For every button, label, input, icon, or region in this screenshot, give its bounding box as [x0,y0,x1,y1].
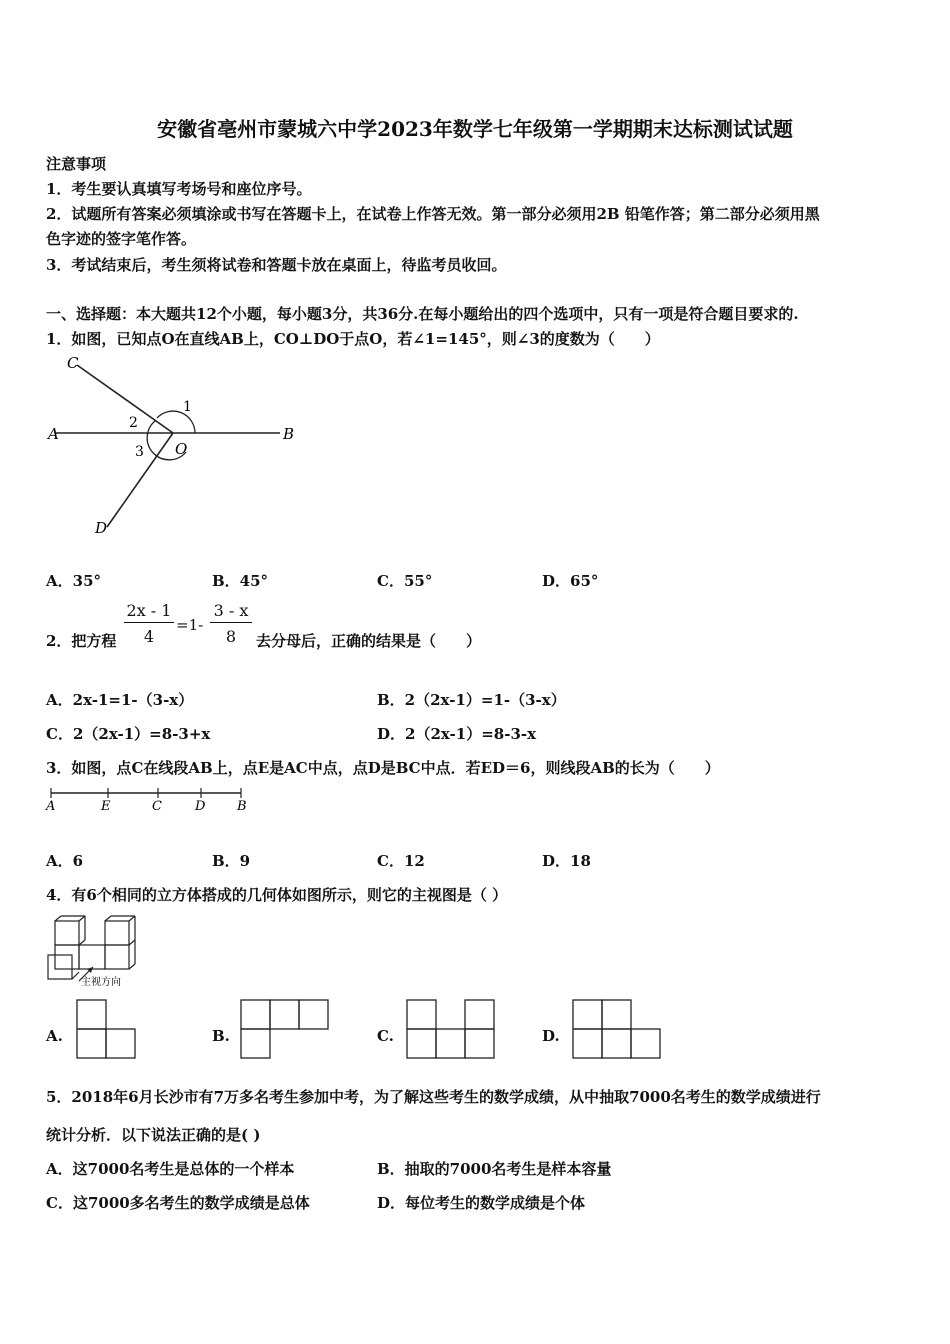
q4-option-d-figure[interactable] [571,998,663,1060]
q4-option-b-label[interactable]: B. [212,1027,230,1045]
q1-option-a[interactable]: A．35° [46,572,102,590]
q1-option-d[interactable]: D．65° [542,572,599,590]
q1-stem: 1．如图，已知点O在直线AB上，CO⊥DO于点O，若∠1=145°，则∠3的度数为（ ） [46,330,660,348]
q2-stem-prefix: 2．把方程 [46,632,117,650]
q5-stem: 5．2018年6月长沙市有7万多名考生参加中考，为了解这些考生的数学成绩，从中抽取7000名考生的数学成绩进行 [46,1088,821,1106]
q3-option-a[interactable]: A．6 [46,852,84,870]
q2-fraction-2 [210,601,252,646]
label-a: A [48,425,59,443]
point-a-label: A [46,799,56,814]
section-heading: 一、选择题：本大题共12个小题，每小题3分，共36分.在每小题给出的四个选项中，只有一项是符合题目要求的. [46,305,799,323]
point-b-label: B [237,799,247,814]
q3-figure [46,786,256,816]
q3-option-c[interactable]: C．12 [377,852,425,870]
point-e-label: E [101,799,111,814]
q4-option-b-figure[interactable] [239,998,331,1060]
angle-2-label: 2 [129,415,138,431]
q4-option-a-label[interactable]: A. [46,1027,63,1045]
q2-option-a[interactable]: A．2x-1=1-（3-x） [46,691,194,709]
q4-option-d-label[interactable]: D. [542,1027,560,1045]
view-direction-label: 主视方向 [81,977,121,988]
q3-option-d[interactable]: D．18 [542,852,591,870]
label-d: D [95,519,108,537]
notice-item-1: 1．考生要认真填写考场号和座位序号。 [46,180,312,198]
q1-figure [45,355,305,540]
point-d-label: D [195,799,206,814]
notice-item-2: 2．试题所有答案必须填涂或书写在答题卡上，在试卷上作答无效。第一部分必须用2B 铅笔作答；第二部分必须用黑 [46,205,820,223]
q2-stem-suffix: 去分母后，正确的结果是（ ） [256,632,482,650]
q2-option-d[interactable]: D．2（2x-1）=8-3-x [377,725,537,743]
notice-item-3: 3．考试结束后，考生须将试卷和答题卡放在桌面上，待监考员收回。 [46,256,507,274]
ray-oc [77,365,173,433]
q5-option-d[interactable]: D．每位考生的数学成绩是个体 [377,1194,586,1212]
q4-solid-figure [45,913,155,989]
angle-3-label: 3 [135,444,144,460]
q5-stem-cont: 统计分析．以下说法正确的是( ) [46,1126,261,1144]
q2-frac2-numerator: 3 - x [210,601,252,623]
label-b: B [283,425,295,443]
label-c: C [67,354,79,372]
q3-option-b[interactable]: B．9 [212,852,251,870]
q2-frac1-numerator: 2x - 1 [124,601,174,623]
q5-option-b[interactable]: B．抽取的7000名考生是样本容量 [377,1160,612,1178]
label-o: O [175,440,188,458]
q2-fraction-1 [124,601,174,646]
page-title: 安徽省亳州市蒙城六中学2023年数学七年级第一学期期末达标测试试题 [157,117,793,141]
q2-option-c[interactable]: C．2（2x-1）=8-3+x [46,725,211,743]
notice-heading: 注意事项 [46,155,107,173]
point-c-label: C [152,799,162,814]
q1-option-c[interactable]: C．55° [377,572,433,590]
q3-stem: 3．如图，点C在线段AB上，点E是AC中点，点D是BC中点．若ED＝6，则线段AB的长为（ ） [46,759,720,777]
q2-equals: =1- [176,616,204,634]
q4-option-a-figure[interactable] [75,998,139,1060]
angle-1-label: 1 [183,399,192,415]
q5-option-a[interactable]: A．这7000名考生是总体的一个样本 [46,1160,295,1178]
q4-option-c-label[interactable]: C. [377,1027,394,1045]
q2-frac1-denominator: 4 [143,627,155,646]
q2-option-b[interactable]: B．2（2x-1）=1-（3-x） [377,691,566,709]
q4-stem: 4．有6个相同的立方体搭成的几何体如图所示，则它的主视图是（ ） [46,886,508,904]
notice-item-2-cont: 色字迹的签字笔作答。 [46,230,197,248]
q5-option-c[interactable]: C．这7000多名考生的数学成绩是总体 [46,1194,310,1212]
q2-frac2-denominator: 8 [225,627,237,646]
q1-option-b[interactable]: B．45° [212,572,269,590]
q4-option-c-figure[interactable] [405,998,497,1060]
